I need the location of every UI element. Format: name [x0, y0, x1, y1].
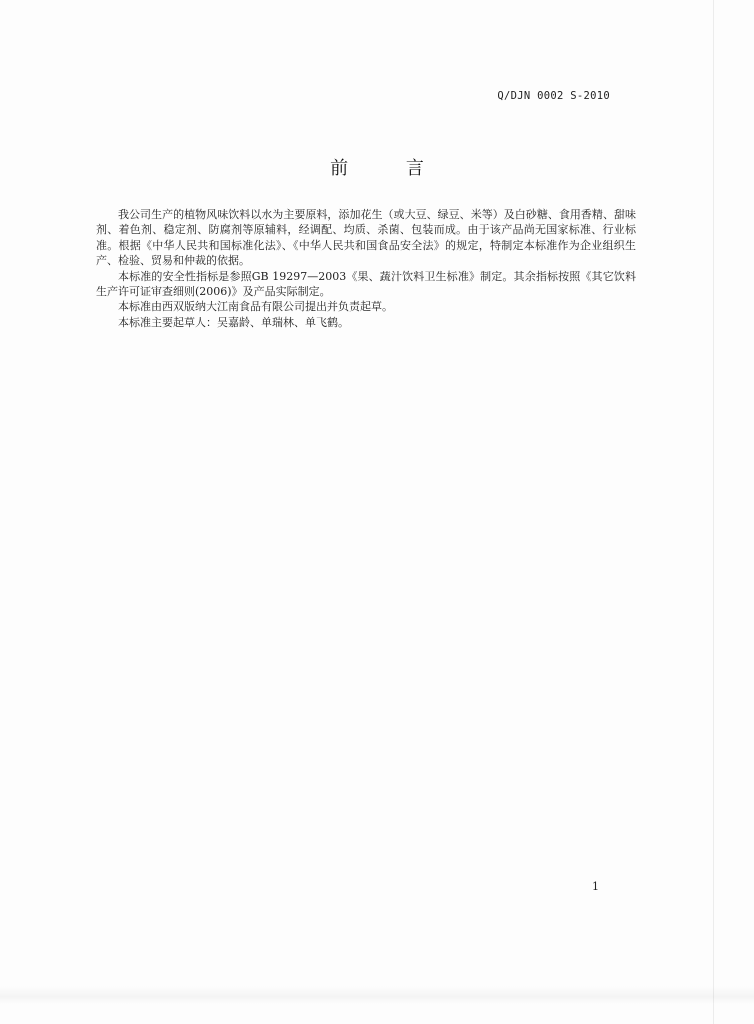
standard-code: Q/DJN 0002 S-2010	[497, 90, 610, 102]
scan-shadow	[0, 986, 754, 1004]
page-number: 1	[592, 880, 599, 893]
page-title: 前 言	[330, 158, 450, 179]
paragraph: 本标准由西双版纳大江南食品有限公司提出并负责起草。	[118, 300, 393, 314]
paragraph: 本标准的安全性指标是参照GB 19297—2003《果、蔬汁饮料卫生标准》制定。其余指标按照《其它饮料生产许可证审查细则(2006)》及产品实际制定。	[96, 269, 636, 299]
paragraph: 我公司生产的植物风味饮料以水为主要原料，添加花生（或大豆、绿豆、米等）及白砂糖、食用香精、甜味剂、着色剂、稳定剂、防腐剂等原辅料，经调配、均质、杀菌、包装而成。由于该产品尚无国家标准、行业标准。根据《中华人民共和国标准化法》、《中华人民共和国食品安全法》的规定，特制定本标准作为企业组织生产、检验、贸易和仲裁的依据。	[96, 208, 636, 268]
paragraph: 本标准主要起草人：吴嘉龄、单瑞林、单飞鹤。	[118, 315, 349, 329]
foreword-body	[96, 207, 636, 330]
